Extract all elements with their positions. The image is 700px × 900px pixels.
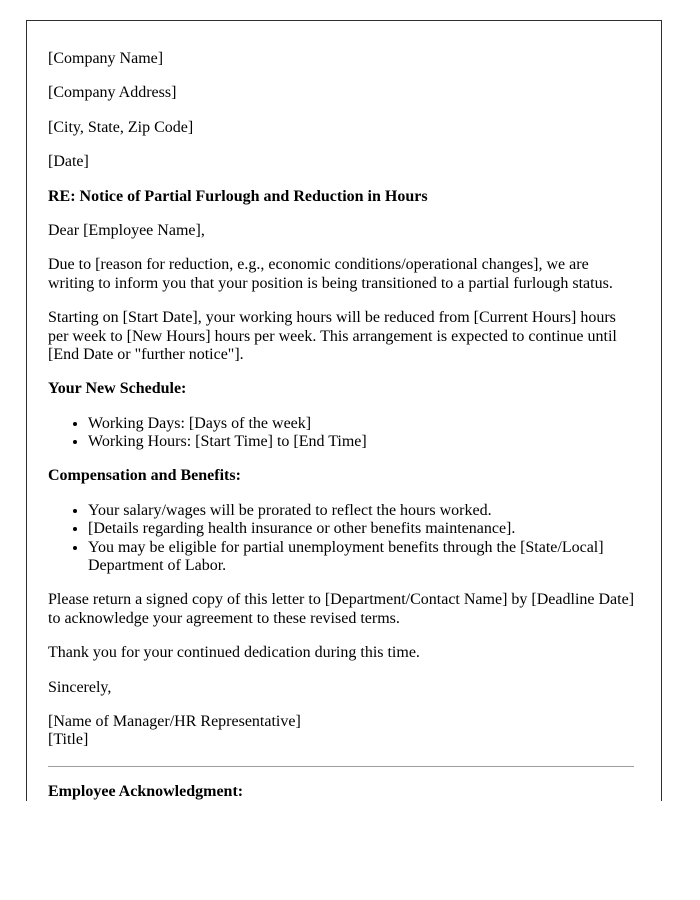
reason-paragraph: Due to [reason for reduction, e.g., economic conditions/operational changes], we are writing to inform you that your position is being transitioned to a partial furlough status. xyxy=(48,256,613,292)
compensation-item-benefits-details: • [Details regarding health insurance or other benefits maintenance]. xyxy=(88,520,634,538)
schedule-item-working-days: • Working Days: [Days of the week] xyxy=(88,415,634,433)
subject-line: RE: Notice of Partial Furlough and Reduction in Hours xyxy=(48,187,428,205)
signoff: Sincerely, xyxy=(48,678,112,696)
acknowledgment-heading: Employee Acknowledgment: xyxy=(48,782,244,800)
schedule-list xyxy=(48,415,634,452)
signature-title: [Title] xyxy=(48,731,89,749)
thank-you-paragraph: Thank you for your continued dedication during this time. xyxy=(48,644,420,662)
salutation: Dear [Employee Name], xyxy=(48,221,205,239)
company-name-line: [Company Name] xyxy=(48,50,164,67)
schedule-heading: Your New Schedule: xyxy=(48,380,187,398)
company-address-line: [Company Address] xyxy=(48,84,177,102)
compensation-list xyxy=(48,502,634,576)
compensation-item-unemployment-benefits: • You may be eligible for partial unemployment benefits through the [State/Local] Department of Labor. xyxy=(88,539,634,576)
date-line: [Date] xyxy=(48,153,89,171)
return-signed-copy-paragraph: Please return a signed copy of this letter to [Department/Contact Name] by [Deadline Date] to acknowledge your agreement to these revised terms. xyxy=(48,591,635,627)
signature-name: [Name of Manager/HR Representative] xyxy=(48,712,301,730)
furlough-letter-page xyxy=(26,20,662,801)
acknowledgment-divider xyxy=(48,766,634,767)
hours-reduction-paragraph: Starting on [Start Date], your working hours will be reduced from [Current Hours] hours per week to [New Hours] hours per week. This arrangement is expected to continue until [End Date or "further notice"]. xyxy=(48,309,617,363)
compensation-item-prorated-salary: • Your salary/wages will be prorated to reflect the hours worked. xyxy=(88,502,634,520)
signature-block xyxy=(48,713,634,750)
schedule-item-working-hours: • Working Hours: [Start Time] to [End Time] xyxy=(88,433,634,451)
compensation-heading: Compensation and Benefits: xyxy=(48,467,241,485)
company-city-state-zip-line: [City, State, Zip Code] xyxy=(48,118,194,136)
